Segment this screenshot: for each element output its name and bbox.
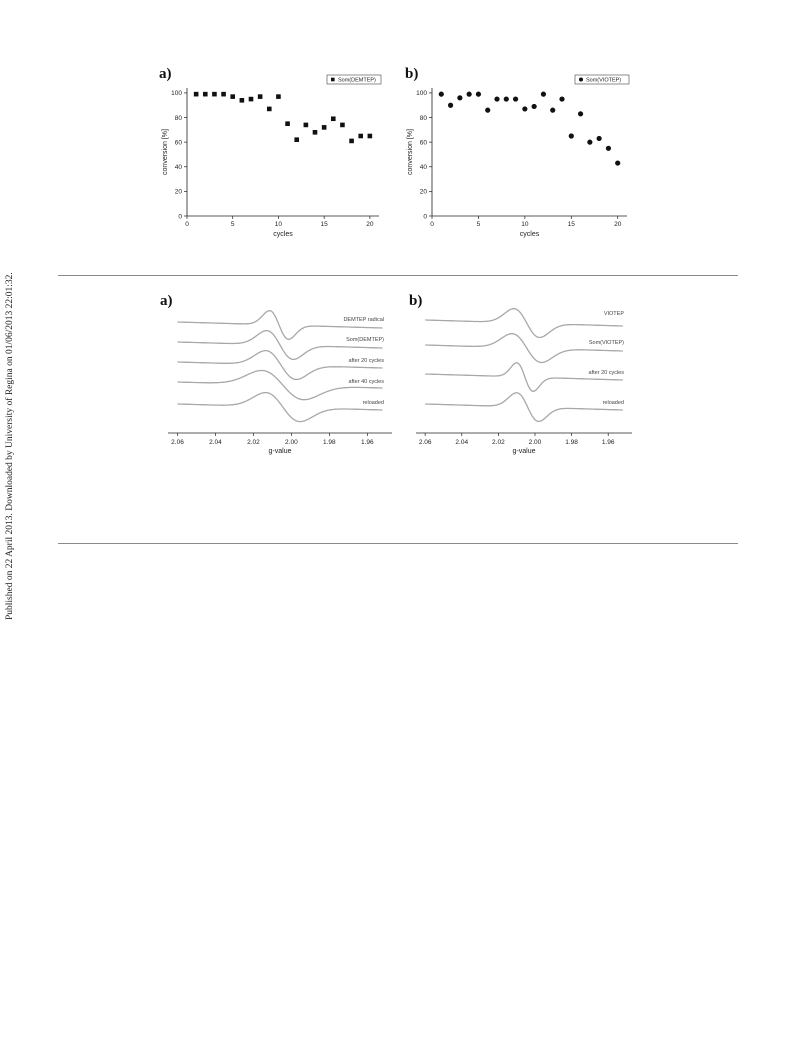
y-tick-label: 100 — [416, 90, 427, 98]
x-tick-label: 1.96 — [360, 439, 374, 446]
x-tick-label: 2.04 — [455, 439, 469, 446]
esr-chart-b — [409, 293, 632, 455]
trace-label: VIOTEP — [603, 311, 624, 317]
x-tick-label: 1.98 — [565, 439, 578, 446]
spectrum-trace — [178, 311, 383, 340]
x-tick-label: 1.98 — [323, 439, 336, 446]
trace-label: reloaded — [602, 400, 624, 406]
download-note: Published on 22 April 2013. Downloaded by University of Regina on 01/06/2013 22:01:32. — [5, 272, 15, 620]
trace-label: Som(VIOTEP) — [588, 340, 624, 346]
x-tick-label: 0 — [430, 221, 434, 228]
x-tick-label: 1.96 — [601, 439, 615, 446]
trace-label: Som(DEMTEP) — [346, 337, 384, 343]
esr-chart-a — [160, 293, 392, 455]
y-tick-label: 60 — [419, 139, 427, 147]
panel-letter: a) — [160, 293, 173, 309]
trace-label: after 20 cycles — [588, 370, 624, 376]
x-tick-label: 20 — [366, 221, 374, 228]
y-tick-label: 80 — [174, 114, 182, 122]
x-tick-label: 10 — [274, 221, 283, 228]
y-tick-label: 80 — [419, 114, 427, 122]
y-tick-label: 0 — [178, 213, 182, 221]
y-axis-title: conversion [%] — [162, 129, 169, 175]
x-tick-label: 5 — [230, 221, 235, 228]
y-tick-label: 100 — [171, 90, 182, 98]
y-tick-label: 60 — [174, 139, 182, 147]
y-axis-title: conversion [%] — [407, 129, 414, 175]
x-tick-label: 2.04 — [209, 439, 222, 446]
panel-letter: b) — [405, 66, 419, 82]
x-tick-label: 2.00 — [285, 439, 298, 446]
legend-label: Som(DEMTEP) — [338, 77, 376, 84]
x-tick-label: 5 — [476, 221, 481, 228]
panel-letter: b) — [409, 293, 423, 309]
spectrum-trace — [178, 331, 383, 360]
trace-label: after 40 cycles — [348, 379, 384, 385]
x-axis-title: cycles — [273, 231, 293, 238]
x-tick-label: 2.02 — [247, 439, 260, 446]
legend-label: Som(VIOTEP) — [586, 77, 622, 84]
trace-label: DEMTEP radical — [343, 317, 384, 323]
x-tick-label: 15 — [567, 221, 575, 228]
spectrum-trace — [425, 309, 623, 338]
x-axis-title: cycles — [519, 231, 540, 238]
spectrum-trace — [425, 393, 623, 422]
x-tick-label: 10 — [521, 221, 529, 228]
x-tick-label: 20 — [614, 221, 622, 228]
spectrum-trace — [178, 393, 383, 422]
y-tick-label: 20 — [419, 188, 427, 196]
panel-letter: a) — [159, 66, 172, 82]
figure-divider-bottom — [58, 543, 738, 544]
x-axis-title: g-value — [512, 448, 536, 455]
x-axis-title: g-value — [268, 448, 292, 455]
spectrum-trace — [425, 334, 623, 363]
x-tick-label: 2.06 — [171, 439, 184, 446]
trace-label: after 20 cycles — [348, 358, 384, 364]
spectrum-trace — [425, 363, 623, 392]
y-tick-label: 40 — [174, 164, 182, 172]
x-tick-label: 2.06 — [418, 439, 432, 446]
x-tick-label: 2.02 — [492, 439, 505, 446]
y-tick-label: 0 — [423, 213, 427, 221]
spectrum-trace — [178, 351, 383, 380]
trace-label: reloaded — [362, 400, 384, 406]
x-tick-label: 15 — [320, 221, 328, 228]
spectrum-trace — [178, 371, 383, 400]
y-tick-label: 20 — [174, 188, 182, 196]
x-tick-label: 0 — [185, 221, 189, 228]
y-tick-label: 40 — [419, 164, 427, 172]
x-tick-label: 2.00 — [528, 439, 542, 446]
